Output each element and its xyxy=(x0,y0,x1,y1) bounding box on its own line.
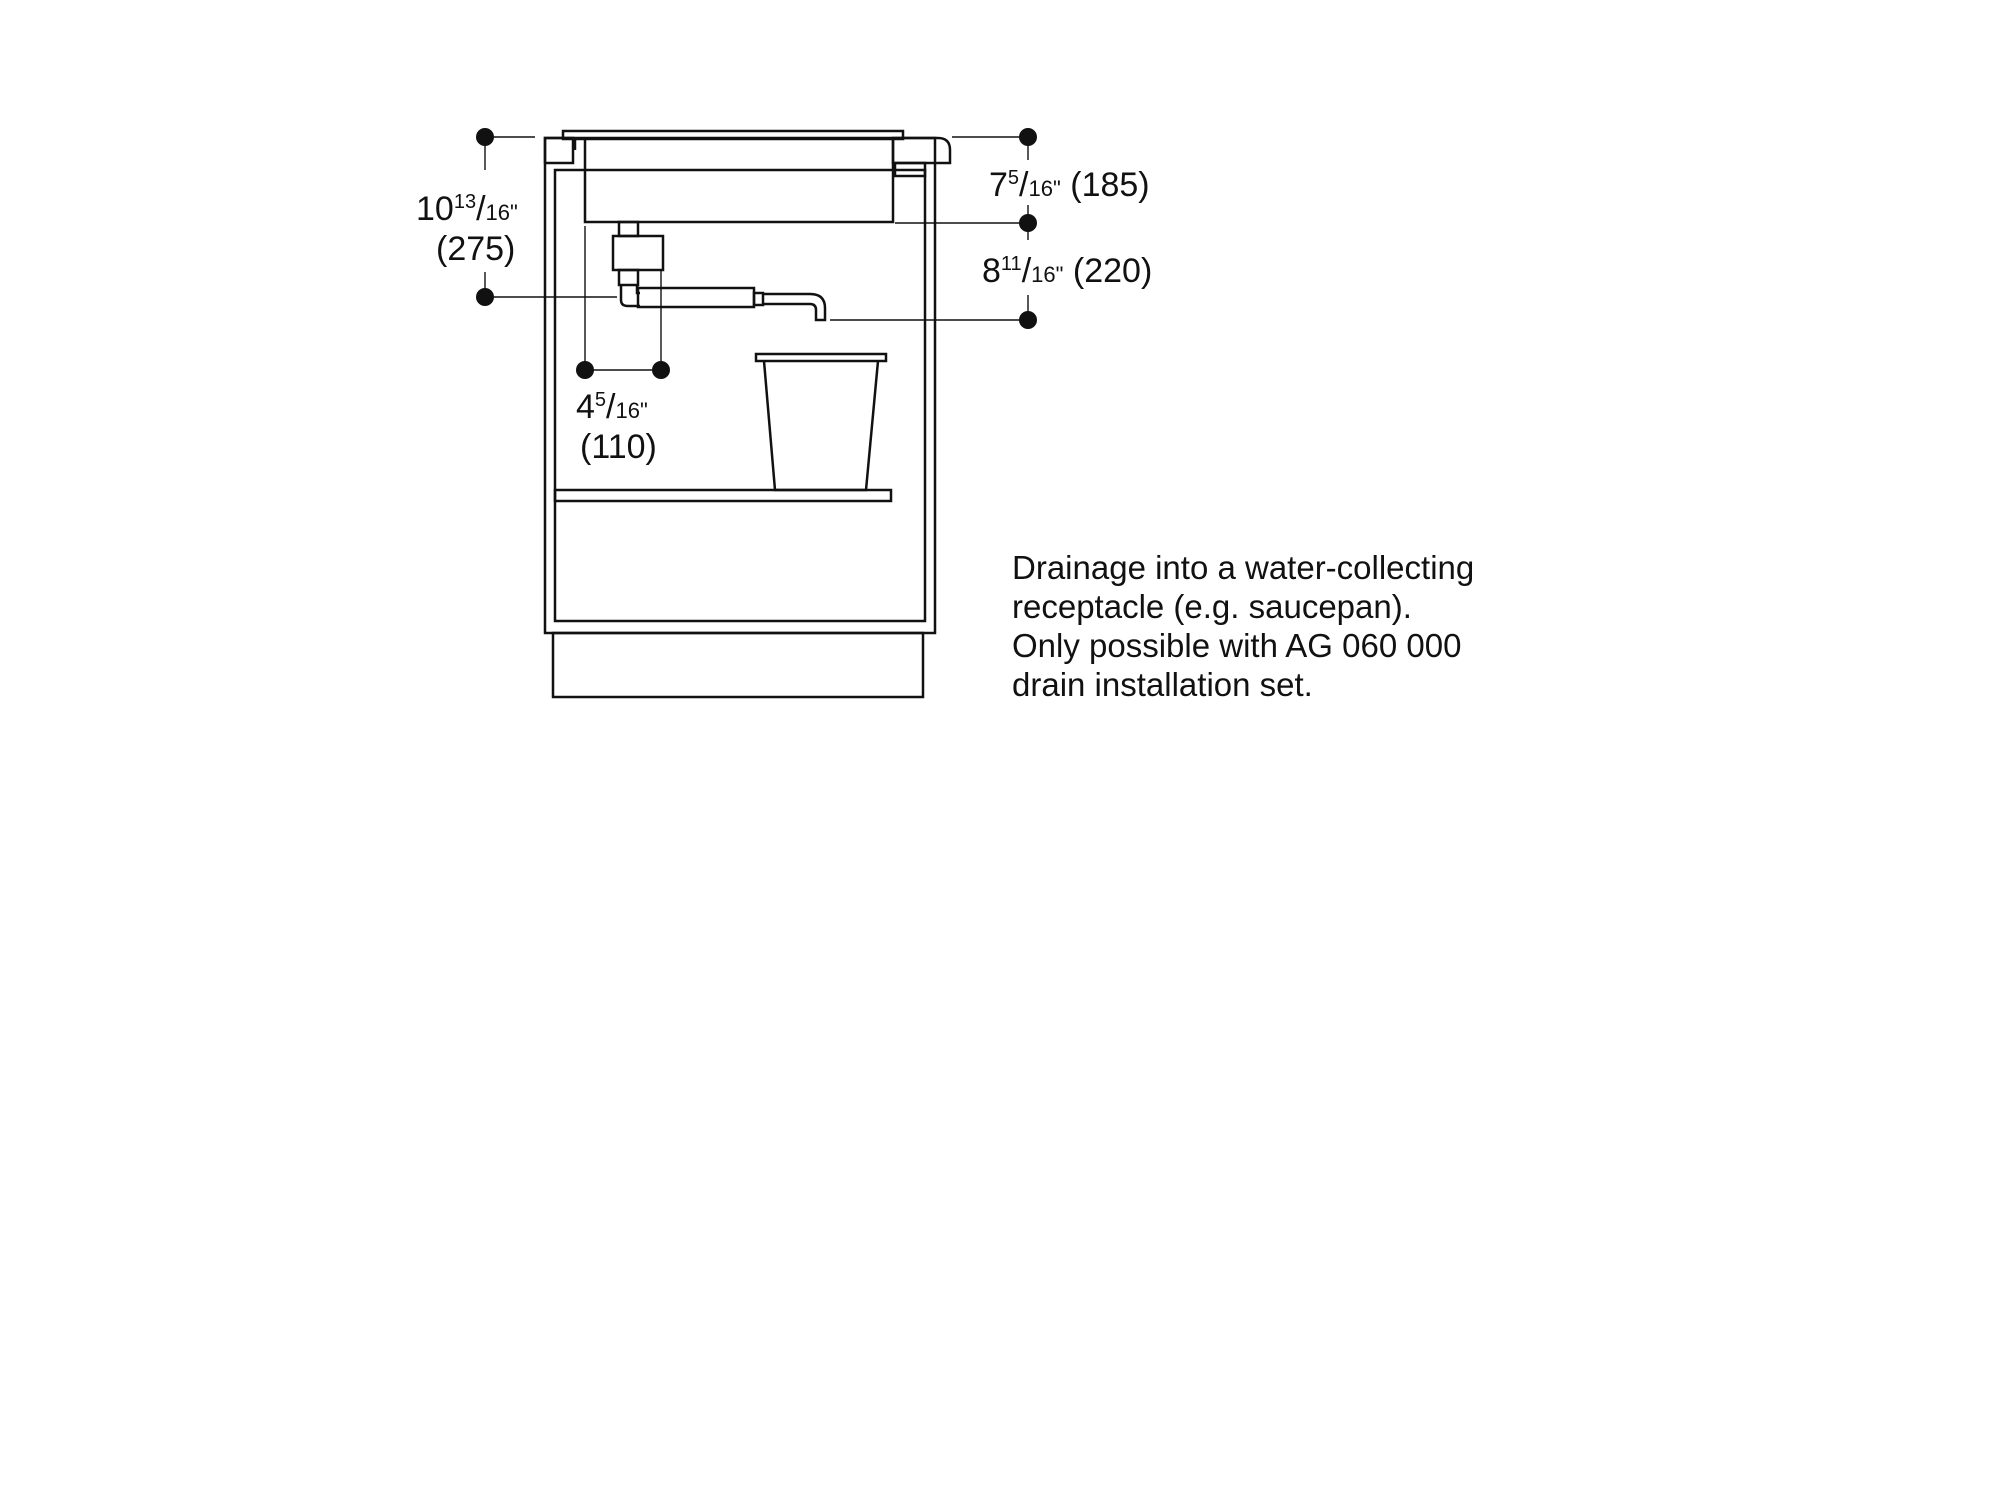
cabinet-shelf xyxy=(555,490,891,501)
dim-label-pipe-offset: $4^5/16$" xyxy=(576,388,648,426)
caption-line: Only possible with AG 060 000 xyxy=(1012,627,1462,664)
caption-line: drain installation set. xyxy=(1012,666,1313,703)
receptacle-rim xyxy=(756,354,886,361)
caption-line: Drainage into a water-collecting xyxy=(1012,549,1475,586)
cabinet-plinth xyxy=(553,633,923,697)
drain-pipe-coupler xyxy=(754,293,763,305)
drain-spout xyxy=(763,294,825,320)
dim-dot-left-top xyxy=(476,128,494,146)
appliance xyxy=(563,131,903,222)
countertop-right xyxy=(893,138,950,163)
dim-label-pipe-offset-metric: (110) xyxy=(580,428,657,466)
dim-label-height-left-metric: (275) xyxy=(436,230,516,268)
drain-pipe xyxy=(638,288,754,307)
drain-neck xyxy=(619,222,638,236)
drain-valve xyxy=(613,236,663,270)
drain-lower-neck xyxy=(619,270,638,285)
diagram-caption xyxy=(1012,548,1552,704)
dimension-labels xyxy=(416,166,1152,466)
dimension-dots xyxy=(476,128,1037,379)
dim-dot-offset-right xyxy=(652,361,670,379)
dim-dot-right-top xyxy=(1019,128,1037,146)
dim-dot-right-bottom xyxy=(1019,311,1037,329)
dim-label-mid-right: $8^{11}/16$" (220) xyxy=(982,252,1153,290)
drain-assembly xyxy=(613,222,825,320)
appliance-rim xyxy=(563,131,903,139)
appliance-body xyxy=(585,139,893,222)
dim-dot-offset-left xyxy=(576,361,594,379)
dim-label-height-left: $10^{13}/16$" xyxy=(416,190,518,228)
dim-dot-right-mid xyxy=(1019,214,1037,232)
receptacle-body xyxy=(764,361,878,490)
dim-dot-left-bottom xyxy=(476,288,494,306)
countertop-left xyxy=(545,138,573,163)
caption-line: receptacle (e.g. saucepan). xyxy=(1012,588,1412,625)
dim-label-top-right: $7^5/16$" (185) xyxy=(989,166,1150,204)
dimension-lines xyxy=(485,137,1028,370)
collecting-receptacle xyxy=(756,354,886,490)
